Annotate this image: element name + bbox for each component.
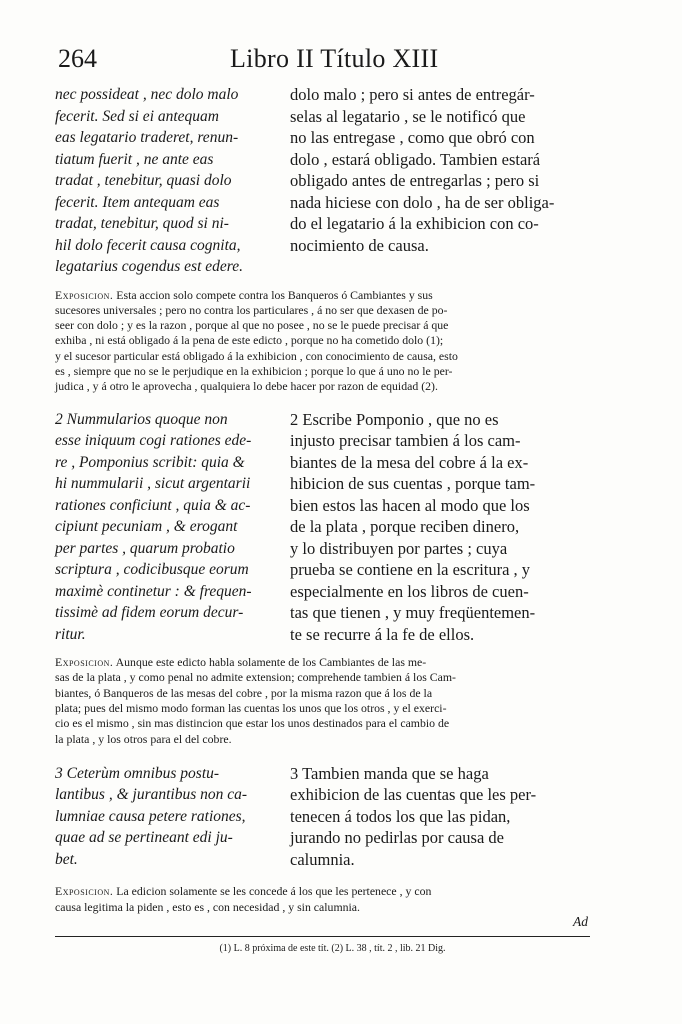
spanish-line: dolo , estará obligado. Tambien estará <box>290 149 541 169</box>
latin-line: legatarius cogendus est edere. <box>55 258 243 275</box>
latin-line: tradat, tenebitur, quod si ni- <box>55 215 229 232</box>
latin-line: nec possideat , nec dolo malo <box>55 86 239 103</box>
latin-line: fecerit. Item antequam eas <box>55 193 220 211</box>
latin-line: scriptura , codicibusque eorum <box>55 561 249 579</box>
exposicion-block <box>55 884 590 915</box>
spanish-line: hibicion de sus cuentas , porque tam- <box>290 474 536 494</box>
page-header <box>55 40 590 82</box>
exposicion-line: La edicion solamente se les concede á los que les pertenece , y con <box>116 884 432 899</box>
exposicion-label: Exposicion. <box>55 884 114 899</box>
spanish-line: bien estos las hacen al modo que los <box>290 495 530 515</box>
spanish-line: no las entregase , como que obró con <box>290 128 535 147</box>
exposicion-block <box>55 288 590 395</box>
latin-line: lantibus , & jurantibus non ca- <box>55 786 248 804</box>
spanish-line: te se recurre á la fe de ellos. <box>290 624 475 644</box>
exposicion-line: biantes, ó Banqueros de las mesas del cobre , por la misma razon que á los de la <box>55 685 433 700</box>
latin-line: 2 Nummularios quoque non <box>55 410 228 428</box>
latin-line: ritur. <box>55 625 86 643</box>
spanish-line: obligado antes de entregarlas ; pero si <box>290 171 540 190</box>
latin-line: hi nummularii , sicut argentarii <box>55 475 251 493</box>
footnote: (1) L. 8 próxima de este tít. (2) L. 38 , tít. 2 , lib. 21 Dig. <box>219 942 446 954</box>
exposicion-label: Exposicion. <box>55 655 114 670</box>
spanish-line: biantes de la mesa del cobre á la ex- <box>290 452 529 472</box>
spanish-line: tenecen á todos los que las pidan, <box>290 806 511 826</box>
spanish-line: prueba se contiene en la escritura , y <box>290 560 531 580</box>
page-number: 264 <box>58 44 97 73</box>
spanish-line: calumnia. <box>290 849 355 869</box>
latin-line: quae ad se pertineant edi ju- <box>55 829 233 847</box>
section-1 <box>55 84 590 278</box>
spanish-line: de la plata , porque reciben dinero, <box>290 517 520 537</box>
footnote-rule <box>55 936 590 937</box>
exposicion-line: exhiba , ni está obligado á la pena de este edicto , porque no ha cometido dolo (1); <box>55 333 444 348</box>
latin-line: maximè continetur : & frequen- <box>55 582 252 600</box>
spanish-line: 3 Tambien manda que se haga <box>290 763 489 783</box>
latin-line: bet. <box>55 850 78 868</box>
latin-line: per partes , quarum probatio <box>55 539 235 557</box>
exposicion-line: causa legitima la piden , esto es , con necesidad , y sin calumnia. <box>55 899 360 914</box>
spanish-line: nada hiciese con dolo , ha de ser obliga- <box>290 192 555 212</box>
exposicion-label: Exposicion. <box>55 287 114 302</box>
exposicion-line: plata; pues del mismo modo forman las cuentas los unos que los otros , y el exerci- <box>55 700 447 715</box>
latin-line: rationes conficiunt , quia & ac- <box>55 496 251 514</box>
spanish-line: nocimiento de causa. <box>290 235 429 255</box>
latin-line: tissimè ad fidem eorum decur- <box>55 604 244 622</box>
spanish-line: 2 Escribe Pomponio , que no es <box>290 409 499 429</box>
latin-text <box>55 409 267 646</box>
spanish-line: especialmente en los libros de cuen- <box>290 581 529 601</box>
exposicion-line: la plata , y los otros para el del cobre. <box>55 731 232 746</box>
exposicion-block <box>55 655 590 747</box>
exposicion-line: y el sucesor particular está obligado á la exhibicion , con conocimiento de causa, esto <box>55 348 458 363</box>
running-title: Libro II Título XIII <box>230 44 439 73</box>
spanish-line: y lo distribuyen por partes ; cuya <box>290 538 508 558</box>
latin-line: fecerit. Sed si ei antequam <box>55 107 219 125</box>
latin-line: tiatum fuerit , ne ante eas <box>55 150 214 168</box>
spanish-line: injusto precisar tambien á los cam- <box>290 431 521 451</box>
spanish-line: do el legatario á la exhibicion con co- <box>290 214 539 233</box>
spanish-text <box>290 84 590 278</box>
latin-line: esse iniquum cogi rationes ede- <box>55 432 252 450</box>
book-page <box>55 40 590 954</box>
latin-text <box>55 763 267 871</box>
spanish-line: tas que tienen , y muy freqüentemen- <box>290 603 536 623</box>
latin-line: re , Pomponius scribit: quia & <box>55 453 245 471</box>
exposicion-line: Aunque este edicto habla solamente de los Cambiantes de las me- <box>115 655 427 670</box>
spanish-line: selas al legatario , se le notificó que <box>290 106 526 126</box>
section-2 <box>55 409 590 646</box>
exposicion-line: es , siempre que no se le perjudique en la exhibicion ; porque lo que á uno no le per- <box>55 363 453 378</box>
spanish-line: exhibicion de las cuentas que les per- <box>290 785 537 805</box>
latin-line: lumniae causa petere rationes, <box>55 807 246 825</box>
spanish-line: jurando no pedirlas por causa de <box>290 828 504 848</box>
spanish-line: dolo malo ; pero si antes de entregár- <box>290 85 535 104</box>
latin-line: hil dolo fecerit causa cognita, <box>55 236 241 254</box>
latin-line: 3 Ceterùm omnibus postu- <box>55 764 220 782</box>
spanish-text <box>290 409 590 646</box>
section-3 <box>55 763 590 871</box>
exposicion-line: cio es el mismo , sin mas distincion que estar los unos destinados para el cambio de <box>55 716 450 731</box>
exposicion-line: Esta accion solo compete contra los Banqueros ó Cambiantes y sus <box>116 287 433 302</box>
latin-line: tradat , tenebitur, quasi dolo <box>55 172 232 189</box>
exposicion-line: seer con dolo ; y es la razon , porque al que no posee , no se le puede precisar á que <box>55 318 449 333</box>
latin-line: eas legatario traderet, renun- <box>55 129 239 146</box>
latin-text <box>55 84 267 278</box>
spanish-text <box>290 763 590 871</box>
catchword: Ad <box>573 913 588 929</box>
exposicion-line: sas de la plata , y como penal no admite extension; comprehende tambien á los Cam- <box>55 670 456 685</box>
exposicion-line: sucesores universales ; pero no contra los particulares , á no ser que dexasen de po- <box>55 302 448 317</box>
exposicion-line: judica , y á otro le aprovecha , qualquiera lo debe hacer por razon de equidad (2). <box>55 379 438 394</box>
latin-line: cipiunt pecuniam , & erogant <box>55 518 238 536</box>
